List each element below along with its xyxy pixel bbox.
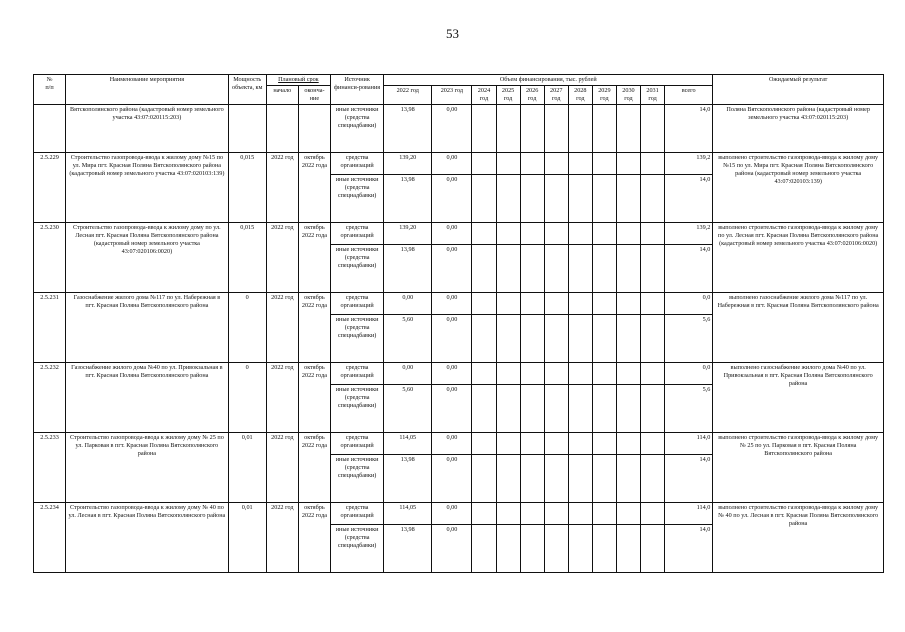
item-name: Строительство газопровода-ввода к жилому дому № 25 по ул. Парковая в пгт. Красная Поляна Вятскополянского района: [66, 432, 229, 502]
item-result: выполнено газоснабжение жилого дома №117 по ул. Набережная в пгт. Красная Поляна Вятскополянского района: [713, 292, 884, 362]
item-org-total: 0,0: [665, 362, 713, 384]
item-result: выполнено строительство газопровода-ввода к жилому дому по ул. Лесная пгт. Красная Поляна Вятскополянского района (кадастровый номер земельного участка 43:07:020106:0020): [713, 222, 884, 292]
item-capacity: 0,01: [228, 502, 266, 572]
item-org-2022: 139,20: [384, 222, 432, 244]
item-name: Газоснабжение жилого дома №40 по ул. Привокзальная в пгт. Красная Поляна Вятскополянского района: [66, 362, 229, 432]
item-org-2022: 139,20: [384, 152, 432, 174]
item-num: 2.5.230: [34, 222, 66, 292]
item-start: 2022 год: [266, 152, 298, 222]
continuation-name: Вятскополянского района (кадастровый номер земельного участка 43:07:020115:203): [66, 104, 229, 152]
item-source-other: иные источники (средства спецнадбавки): [331, 524, 384, 572]
item-org-total: 114,0: [665, 432, 713, 454]
continuation-result: Поляна Вятскополянского района (кадастровый номер земельного участка 43:07:020115:203): [713, 104, 884, 152]
item-org-2023: 0,00: [432, 362, 472, 384]
financing-table: [33, 74, 884, 573]
item-capacity: 0,015: [228, 152, 266, 222]
header-source: Источник финанси-рования: [331, 75, 384, 105]
item-source-org: средства организаций: [331, 362, 384, 384]
header-y2028: 2028 год: [568, 85, 592, 104]
item-end: октябрь 2022 года: [298, 362, 330, 432]
continuation-source: иные источники (средства спецнадбавки): [331, 104, 384, 152]
item-result: выполнено строительство газопровода-ввода к жилому дому № 40 по ул. Лесная в пгт. Красная Поляна Вятскополянского района: [713, 502, 884, 572]
header-y2031: 2031 год: [641, 85, 665, 104]
table-body: [34, 104, 884, 572]
item-start: 2022 год: [266, 292, 298, 362]
item-other-total: 14,0: [665, 174, 713, 222]
item-source-other: иные источники (средства спецнадбавки): [331, 454, 384, 502]
item-start: 2022 год: [266, 432, 298, 502]
table-row: [34, 222, 884, 244]
item-source-org: средства организаций: [331, 222, 384, 244]
item-num: 2.5.231: [34, 292, 66, 362]
header-plan-term: Плановый срок: [266, 75, 330, 86]
item-org-2022: 114,05: [384, 502, 432, 524]
item-other-2022: 13,98: [384, 174, 432, 222]
item-start: 2022 год: [266, 502, 298, 572]
item-end: октябрь 2022 года: [298, 152, 330, 222]
table-row-continuation: [34, 104, 884, 152]
header-total: всего: [665, 85, 713, 104]
item-capacity: 0,01: [228, 432, 266, 502]
item-other-2022: 13,98: [384, 244, 432, 292]
header-y2025: 2025 год: [496, 85, 520, 104]
table-header: [34, 75, 884, 105]
header-capacity: Мощность объекта, км: [228, 75, 266, 105]
item-org-total: 139,2: [665, 222, 713, 244]
header-y2029: 2029 год: [592, 85, 616, 104]
item-name: Газоснабжение жилого дома №117 по ул. Набережная в пгт. Красная Поляна Вятскополянского района: [66, 292, 229, 362]
header-result: Ожидаемый результат: [713, 75, 884, 105]
item-org-2023: 0,00: [432, 502, 472, 524]
item-num: 2.5.229: [34, 152, 66, 222]
table-row: [34, 432, 884, 454]
header-name: Наименование мероприятия: [66, 75, 229, 105]
item-other-total: 14,0: [665, 454, 713, 502]
item-result: выполнено строительство газопровода-ввода к жилому дому №15 по ул. Мира пгт. Красная Поляна Вятскополянского района (кадастровый номер земельного участка 43:07:020103:139): [713, 152, 884, 222]
header-y2026: 2026 год: [520, 85, 544, 104]
item-org-2023: 0,00: [432, 152, 472, 174]
item-source-org: средства организаций: [331, 152, 384, 174]
item-end: октябрь 2022 года: [298, 292, 330, 362]
item-org-2022: 114,05: [384, 432, 432, 454]
item-org-2023: 0,00: [432, 292, 472, 314]
item-other-total: 5,6: [665, 314, 713, 362]
item-org-total: 0,0: [665, 292, 713, 314]
header-y2024: 2024 год: [472, 85, 496, 104]
item-num: 2.5.233: [34, 432, 66, 502]
header-y2022: 2022 год: [384, 85, 432, 104]
table-row: [34, 362, 884, 384]
item-other-total: 14,0: [665, 524, 713, 572]
item-other-2023: 0,00: [432, 454, 472, 502]
item-other-total: 5,6: [665, 384, 713, 432]
header-start: начало: [266, 85, 298, 104]
table-row: [34, 152, 884, 174]
item-other-2023: 0,00: [432, 314, 472, 362]
item-capacity: 0: [228, 362, 266, 432]
item-org-total: 114,0: [665, 502, 713, 524]
header-y2027: 2027 год: [544, 85, 568, 104]
item-org-total: 139,2: [665, 152, 713, 174]
item-source-other: иные источники (средства спецнадбавки): [331, 174, 384, 222]
item-org-2022: 0,00: [384, 292, 432, 314]
item-other-2023: 0,00: [432, 524, 472, 572]
item-name: Строительство газопровода-ввода к жилому дому №15 по ул. Мира пгт. Красная Поляна Вятскополянского района (кадастровый номер земельного участка 43:07:020103:139): [66, 152, 229, 222]
item-other-2022: 5,60: [384, 384, 432, 432]
item-end: октябрь 2022 года: [298, 432, 330, 502]
item-capacity: 0,015: [228, 222, 266, 292]
header-y2030: 2030 год: [616, 85, 640, 104]
continuation-2023: 0,00: [432, 104, 472, 152]
header-num: № п/п: [34, 75, 66, 105]
header-end: оконча-ние: [298, 85, 330, 104]
table-row: [34, 292, 884, 314]
item-result: выполнено газоснабжение жилого дома №40 по ул. Привокзальная в пгт. Красная Поляна Вятскополянского района: [713, 362, 884, 432]
item-other-total: 14,0: [665, 244, 713, 292]
item-source-other: иные источники (средства спецнадбавки): [331, 384, 384, 432]
item-source-other: иные источники (средства спецнадбавки): [331, 244, 384, 292]
item-other-2023: 0,00: [432, 384, 472, 432]
table-row: [34, 502, 884, 524]
item-source-org: средства организаций: [331, 502, 384, 524]
item-other-2022: 13,98: [384, 524, 432, 572]
item-capacity: 0: [228, 292, 266, 362]
item-end: октябрь 2022 года: [298, 222, 330, 292]
item-end: октябрь 2022 года: [298, 502, 330, 572]
item-name: Строительство газопровода-ввода к жилому дому по ул. Лесная пгт. Красная Поляна Вятскополянского района (кадастровый номер земельного участка 43:07:020106:0020): [66, 222, 229, 292]
header-volume: Объем финансирования, тыс. рублей: [384, 75, 713, 86]
continuation-2022: 13,98: [384, 104, 432, 152]
item-start: 2022 год: [266, 362, 298, 432]
item-source-other: иные источники (средства спецнадбавки): [331, 314, 384, 362]
item-start: 2022 год: [266, 222, 298, 292]
header-y2023: 2023 год: [432, 85, 472, 104]
item-org-2023: 0,00: [432, 222, 472, 244]
item-source-org: средства организаций: [331, 292, 384, 314]
item-org-2022: 0,00: [384, 362, 432, 384]
item-num: 2.5.232: [34, 362, 66, 432]
item-other-2023: 0,00: [432, 244, 472, 292]
item-other-2023: 0,00: [432, 174, 472, 222]
item-other-2022: 5,60: [384, 314, 432, 362]
item-other-2022: 13,98: [384, 454, 432, 502]
item-result: выполнено строительство газопровода-ввода к жилому дому № 25 по ул. Парковая в пгт. Красная Поляна Вятскополянского района: [713, 432, 884, 502]
item-name: Строительство газопровода-ввода к жилому дому № 40 по ул. Лесная в пгт. Красная Поляна Вятскополянского района: [66, 502, 229, 572]
item-source-org: средства организаций: [331, 432, 384, 454]
item-org-2023: 0,00: [432, 432, 472, 454]
item-num: 2.5.234: [34, 502, 66, 572]
continuation-total: 14,0: [665, 104, 713, 152]
page-number: 53: [446, 26, 459, 41]
